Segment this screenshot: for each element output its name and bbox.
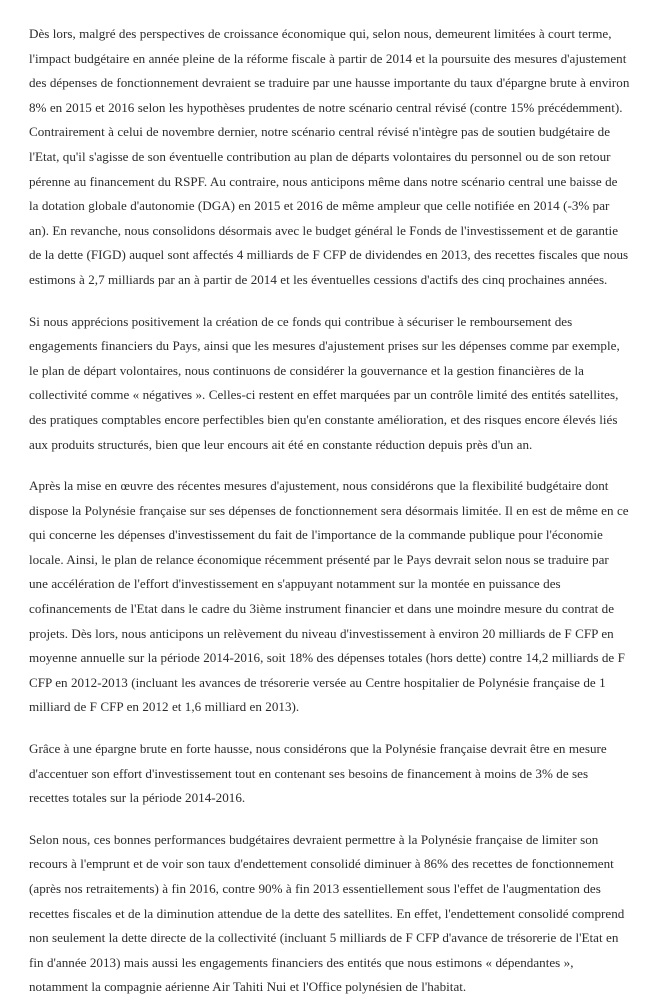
paragraph-3: Après la mise en œuvre des récentes mesures d'ajustement, nous considérons que la flexibilité budgétaire dont dispose la Polynésie française sur ses dépenses de fonctionnement sera désormais limitée. Il en est de même en ce qui concerne les dépenses d'investissement du fait de l'importance de la commande publique pour l'économie locale. Ainsi, le plan de relance économique récemment présenté par le Pays devrait selon nous se traduire par une accélération de l'effort d'investissement en s'appuyant notamment sur la montée en puissance des cofinancements de l'Etat dans le cadre du 3ième instrument financier et dans une moindre mesure du contrat de projets. Dès lors, nous anticipons un relèvement du niveau d'investissement à environ 20 milliards de F CFP en moyenne annuelle sur la période 2014-2016, soit 18% des dépenses totales (hors dette) contre 14,2 milliards de F CFP en 2012-2013 (incluant les avances de trésorerie versée au Centre hospitalier de Polynésie française de 1 milliard de F CFP en 2012 et 1,6 milliard en 2013). bbox=[29, 478, 629, 715]
paragraph-2: Si nous apprécions positivement la création de ce fonds qui contribue à sécuriser le remboursement des engagements financiers du Pays, ainsi que les mesures d'ajustement prises sur les dépenses comme par exemple, le plan de départ volontaires, nous continuons de considérer la gouvernance et la gestion financières de la collectivité comme « négatives ». Celles-ci restent en effet marquées par un contrôle limité des entités satellites, des pratiques comptables encore perfectibles bien qu'en constante amélioration, et des risques encore élevés liés aux produits structurés, bien que leur encours ait été en constante réduction depuis près d'un an. bbox=[29, 313, 620, 452]
paragraph-5: Selon nous, ces bonnes performances budgétaires devraient permettre à la Polynésie française de limiter son recours à l'emprunt et de voir son taux d'endettement consolidé diminuer à 86% des recettes de fonctionnement (après nos retraitements) à fin 2016, contre 90% à fin 2013 essentiellement sous l'effet de l'augmentation des recettes fiscales et de la diminution attendue de la dette des satellites. En effet, l'endettement consolidé comprend non seulement la dette directe de la collectivité (incluant 5 milliards de F CFP d'avance de trésorerie de l'Etat en fin d'année 2013) mais aussi les engagements financiers des entités que nous estimons « dépendantes », notamment la compagnie aérienne Air Tahiti Nui et l'Office polynésien de l'habitat. bbox=[29, 831, 625, 995]
document-body bbox=[29, 22, 630, 1000]
paragraph-4: Grâce à une épargne brute en forte hausse, nous considérons que la Polynésie française devrait être en mesure d'accentuer son effort d'investissement tout en contenant ses besoins de financement à moins de 3% de ses recettes totales sur la période 2014-2016. bbox=[29, 741, 607, 806]
paragraph-1: Dès lors, malgré des perspectives de croissance économique qui, selon nous, demeurent limitées à court terme, l'impact budgétaire en année pleine de la réforme fiscale à partir de 2014 et la poursuite des mesures d'ajustement des dépenses de fonctionnement devraient se traduire par une hausse importante du taux d'épargne brute à environ 8% en 2015 et 2016 selon les hypothèses prudentes de notre scénario central révisé (contre 15% précédemment). Contrairement à celui de novembre dernier, notre scénario central révisé n'intègre pas de soutien budgétaire de l'Etat, qu'il s'agisse de son éventuelle contribution au plan de départs volontaires du personnel ou de son retour pérenne au financement du RSPF. Au contraire, nous anticipons même dans notre scénario central une baisse de la dotation globale d'autonomie (DGA) en 2015 et 2016 de même ampleur que celle notifiée en 2014 (-3% par an). En revanche, nous consolidons désormais avec le budget général le Fonds de l'investissement et de garantie de la dette (FIGD) auquel sont affectés 4 milliards de F CFP de dividendes en 2013, des recettes fiscales que nous estimons à 2,7 milliards par an à partir de 2014 et les éventuelles cessions d'actifs des cinq prochaines années. bbox=[29, 26, 630, 287]
